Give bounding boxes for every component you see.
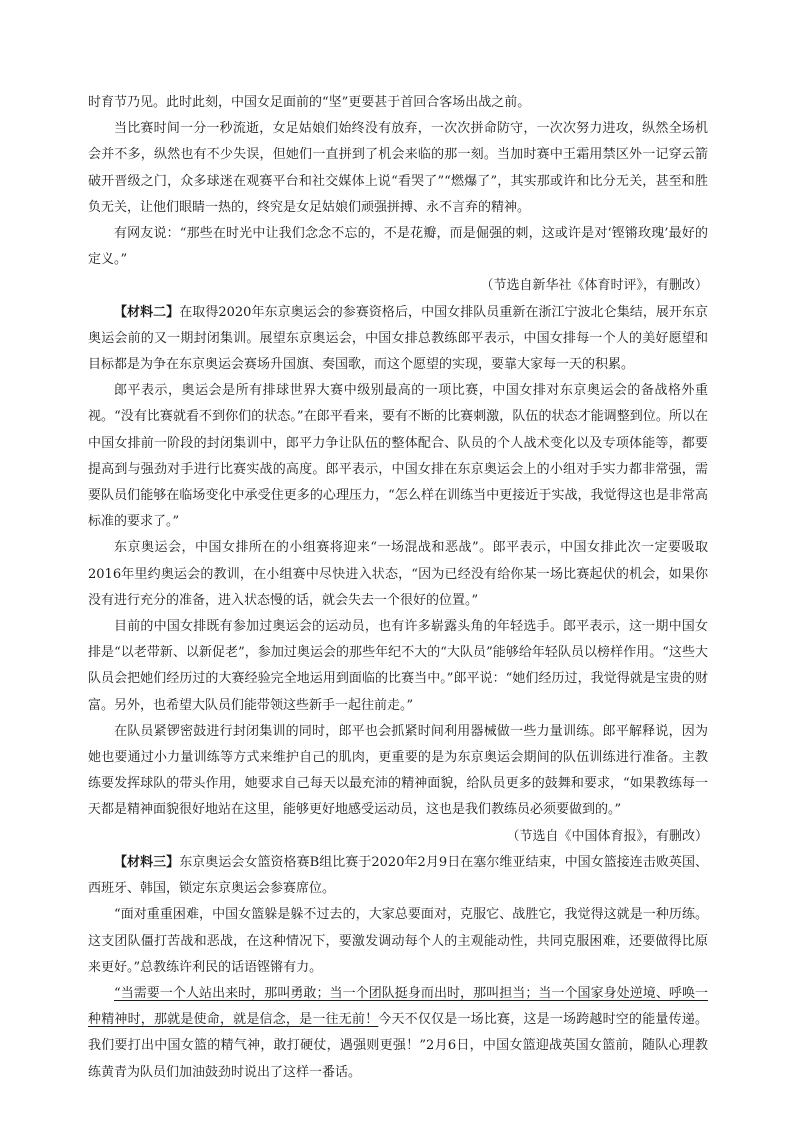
document-page bbox=[88, 90, 708, 1086]
paragraph-text: 今天不仅仅是一场比赛，这是一场跨越时空的能量传递。我们要打出中国女篮的精气神，敢打硬仗，遇强则更强！”2月6日，中国女篮迎战英国女篮前，随队心理教练黄青为队员们加油鼓劲时说出了这样一番话。 bbox=[88, 1012, 708, 1080]
material-three-paragraph bbox=[88, 850, 708, 902]
paragraph: 东京奥运会，中国女排所在的小组赛将迎来“一场混战和恶战”。郎平表示，中国女排此次一定要吸取2016年里约奥运会的教训，在小组赛中尽快进入状态，“因为已经没有给你某一场比赛起伏的机会，如果你没有进行充分的准备，进入状态慢的话，就会失去一个很好的位置。” bbox=[88, 540, 708, 608]
source-citation: （节选自《中国体育报》，有删改） bbox=[506, 828, 708, 844]
underlined-quote: “当需要一个人站出来时，那叫勇敢；当一个团队挺身而出时，那叫担当；当一个国家身处逆境、呼唤一种精神时，那就是使命，就是信念，是一往无前！ bbox=[88, 985, 708, 1028]
paragraph: 当比赛时间一分一秒流逝，女足姑娘们始终没有放弃，一次次拼命防守，一次次努力进攻，纵然全场机会并不多，纵然也有不少失误，但她们一直拼到了机会来临的那一刻。当加时赛中王霜用禁区外一记穿云箭破开晋级之门，众多球迷在观赛平台和社交媒体上说“看哭了”“燃爆了”，其实那或许和比分无关，甚至和胜负无关，让他们眼睛一热的，终究是女足姑娘们顽强拼搏、永不言弃的精神。 bbox=[88, 121, 708, 215]
paragraph: 在队员紧锣密鼓进行封闭集训的同时，郎平也会抓紧时间利用器械做一些力量训练。郎平解释说，因为她也要通过小力量训练等方式来维护自己的肌肉，更重要的是为东京奥运会期间的队伍训练进行准备。主教练要发挥球队的带头作用，她要求自己每天以最充沛的精神面貌，给队员更多的鼓舞和要求，“如果教练每一天都是精神面貌很好地站在这里，能够更好地感受运动员，这也是我们教练员必须要做到的。” bbox=[88, 723, 708, 818]
material-tag: 【材料三】 bbox=[114, 854, 180, 870]
paragraph-text: 在取得2020年东京奥运会的参赛资格后，中国女排队员重新在浙江宁波北仑集结，展开东京奥运会前的又一期封闭集训。展望东京奥运会，中国女排总教练郎平表示，中国女排每一个人的美好愿望和目标都是为争在东京奥运会赛场升国旗、奏国歌，而这个愿望的实现，要靠大家每一天的积累。 bbox=[88, 304, 708, 373]
paragraph-text: 东京奥运会女篮资格赛B组比赛于2020年2月9日在塞尔维亚结束，中国女篮接连击败英国、西班牙、韩国，锁定东京奥运会参赛席位。 bbox=[88, 854, 708, 897]
paragraph: 目前的中国女排既有参加过奥运会的运动员，也有许多崭露头角的年轻选手。郎平表示，这一期中国女排是“以老带新、以新促老”，参加过奥运会的那些年纪不大的“大队员”能够给年轻队员以榜样作用。“这些大队员会把她们经历过的大赛经验完全地运用到面临的比赛当中。”郎平说：“她们经历过，我觉得就是宝贵的财富。另外，也希望大队员们能带领这些新手一起往前走。” bbox=[88, 619, 708, 713]
paragraph: 有网友说：“那些在时光中让我们念念不忘的，不是花瓣，而是倔强的刺，这或许是对‘铿锵玫瑰’最好的定义。” bbox=[88, 226, 708, 268]
quote-paragraph bbox=[88, 981, 708, 1086]
source-citation: （节选自新华社《体育时评》，有删改） bbox=[480, 278, 708, 294]
paragraph: 郎平表示，奥运会是所有排球世界大赛中级别最高的一项比赛，中国女排对东京奥运会的备战格外重视。“没有比赛就看不到你们的状态。”在郎平看来，要有不断的比赛刺激，队伍的状态才能调整到位。所以在中国女排前一阶段的封闭集训中，郎平力争让队伍的整体配合、队员的个人战术变化以及专项体能等，都要提高到与强劲对手进行比赛实战的高度。郎平表示，中国女排在东京奥运会上的小组对手实力都非常强，需要队员们能够在临场变化中承受住更多的心理压力，“怎么样在训练当中更接近于实战，我觉得这也是非常高标准的要求了。” bbox=[88, 383, 708, 530]
material-tag: 【材料二】 bbox=[114, 304, 180, 320]
paragraph: 时育节乃见。此时此刻，中国女足面前的“坚”更要甚于首回合客场出战之前。 bbox=[88, 95, 531, 110]
material-two-paragraph bbox=[88, 300, 708, 379]
paragraph: “面对重重困难，中国女篮躲是躲不过去的，大家总要面对，克服它、战胜它，我觉得这就是一种历练。这支团队僵打苦战和恶战，在这种情况下，要激发调动每个人的主观能动性，共同克服困难，还要做得比原来更好。”总教练许利民的话语铿锵有力。 bbox=[88, 907, 708, 975]
